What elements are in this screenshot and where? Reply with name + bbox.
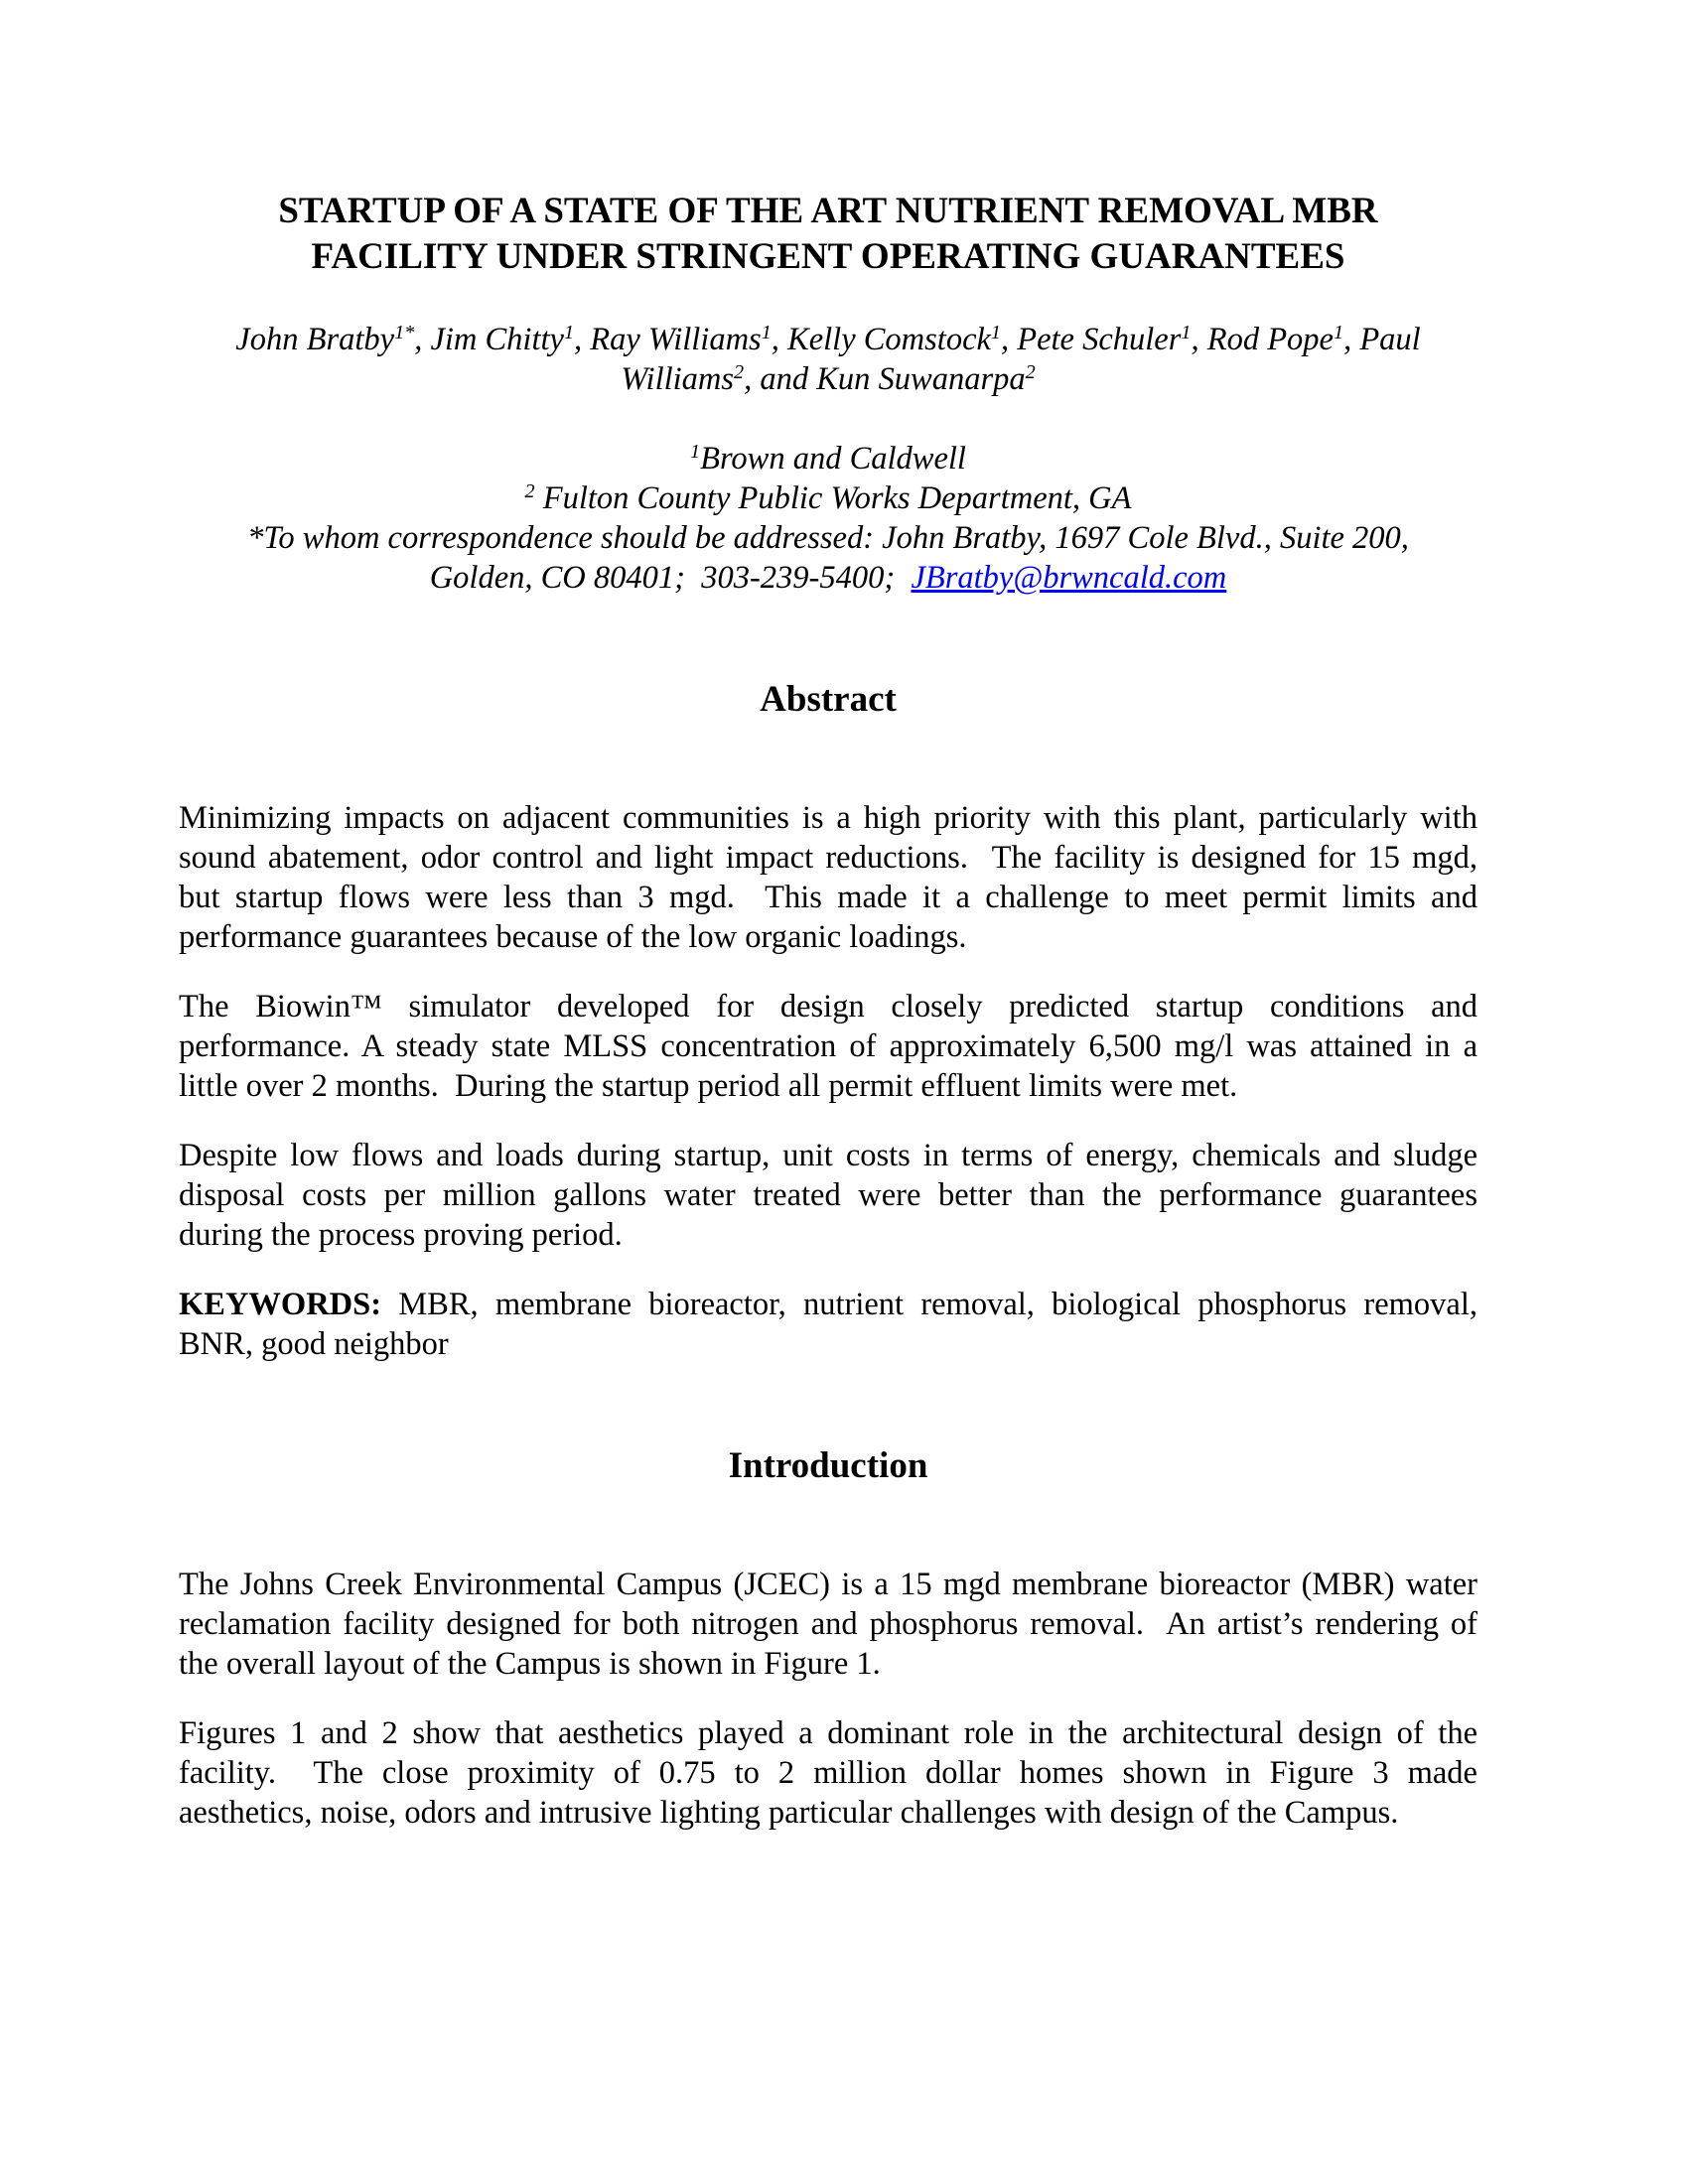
section-heading-introduction: Introduction (728, 1445, 928, 1486)
superscript: 2 (1025, 360, 1036, 383)
text-line: Despite low flows and loads during startup, unit costs in terms of energy, chemicals and sludge (179, 1138, 1477, 1173)
superscript: 1 (1333, 321, 1344, 343)
text-line: STARTUP OF A STATE OF THE ART NUTRIENT REMOVAL MBR (278, 191, 1378, 231)
section-heading-abstract: Abstract (760, 679, 897, 720)
abstract-paragraph-2 (179, 987, 1477, 1106)
text-line: performance. A steady state MLSS concentration of approximately 6,500 mg/l was attained in a (179, 1028, 1477, 1064)
paper-title (179, 189, 1477, 280)
text-line: $^1$Brown and Caldwell (690, 440, 966, 477)
text-line: aesthetics, noise, odors and intrusive lighting particular challenges with design of the Campus. (179, 1795, 1399, 1831)
text-line: but startup flows were less than 3 mgd. This made it a challenge to meet permit limits and (179, 880, 1477, 915)
text-line: performance guarantees because of the low organic loadings. (179, 919, 967, 955)
text-line: facility. The close proximity of 0.75 to 2 million dollar homes shown in Figure 3 made (179, 1755, 1477, 1791)
superscript: 1 (761, 321, 772, 343)
introduction-paragraph-1 (179, 1565, 1477, 1684)
text-line: little over 2 months. During the startup period all permit effluent limits were met. (179, 1068, 1238, 1104)
text-line: during the process proving period. (179, 1217, 623, 1253)
authors-byline (179, 320, 1477, 399)
abstract-paragraph-1 (179, 798, 1477, 957)
text-line: Golden, CO 80401; 303-239-5400; JBratby@brwncald.com (429, 560, 1227, 596)
superscript: 2 (524, 479, 535, 502)
text-line: John Bratby$^{1*}$, Jim Chitty$^1$, Ray Williams$^1$, Kelly Comstock$^1$, Pete Schuler$^1$, Rod Pope$^1$, Paul (235, 321, 1421, 357)
text-line: *To whom correspondence should be addressed: John Bratby, 1697 Cole Blvd., Suite 200, (247, 520, 1409, 556)
superscript: 1 (1181, 321, 1192, 343)
text-line: Figures 1 and 2 show that aesthetics played a dominant role in the architectural design of the (179, 1715, 1477, 1751)
text-line: $^2$ Fulton County Public Works Department, GA (524, 479, 1132, 516)
affiliations-block (179, 439, 1477, 598)
text-line: The Biowin™ simulator developed for design closely predicted startup conditions and (179, 989, 1477, 1024)
text-line: reclamation facility designed for both nitrogen and phosphorus removal. An artist’s rendering of (179, 1606, 1477, 1642)
superscript: 1* (394, 321, 415, 343)
introduction-paragraph-2 (179, 1713, 1477, 1833)
superscript: 1 (690, 440, 701, 463)
text-line: Williams$^2$, and Kun Suwanarpa$^2$ (621, 360, 1036, 397)
text-line: FACILITY UNDER STRINGENT OPERATING GUARANTEES (311, 236, 1345, 277)
text-line: disposal costs per million gallons water treated were better than the performance guarantees (179, 1177, 1477, 1213)
text-line: sound abatement, odor control and light impact reductions. The facility is designed for 15 mgd, (179, 840, 1477, 876)
text-line: BNR, good neighbor (179, 1326, 449, 1362)
text-line: The Johns Creek Environmental Campus (JCEC) is a 15 mgd membrane bioreactor (MBR) water (179, 1567, 1477, 1602)
keywords-paragraph (179, 1285, 1477, 1364)
superscript: 1 (563, 321, 575, 343)
text-line: the overall layout of the Campus is shown in Figure 1. (179, 1646, 881, 1682)
text-line: Minimizing impacts on adjacent communities is a high priority with this plant, particularly with (179, 800, 1477, 836)
text-line: KEYWORDS: MBR, membrane bioreactor, nutrient removal, biological phosphorus removal, (179, 1287, 1477, 1322)
email-link[interactable]: JBratby@brwncald.com (911, 560, 1227, 596)
abstract-paragraph-3 (179, 1136, 1477, 1255)
superscript: 2 (734, 360, 745, 383)
superscript: 1 (990, 321, 1001, 343)
